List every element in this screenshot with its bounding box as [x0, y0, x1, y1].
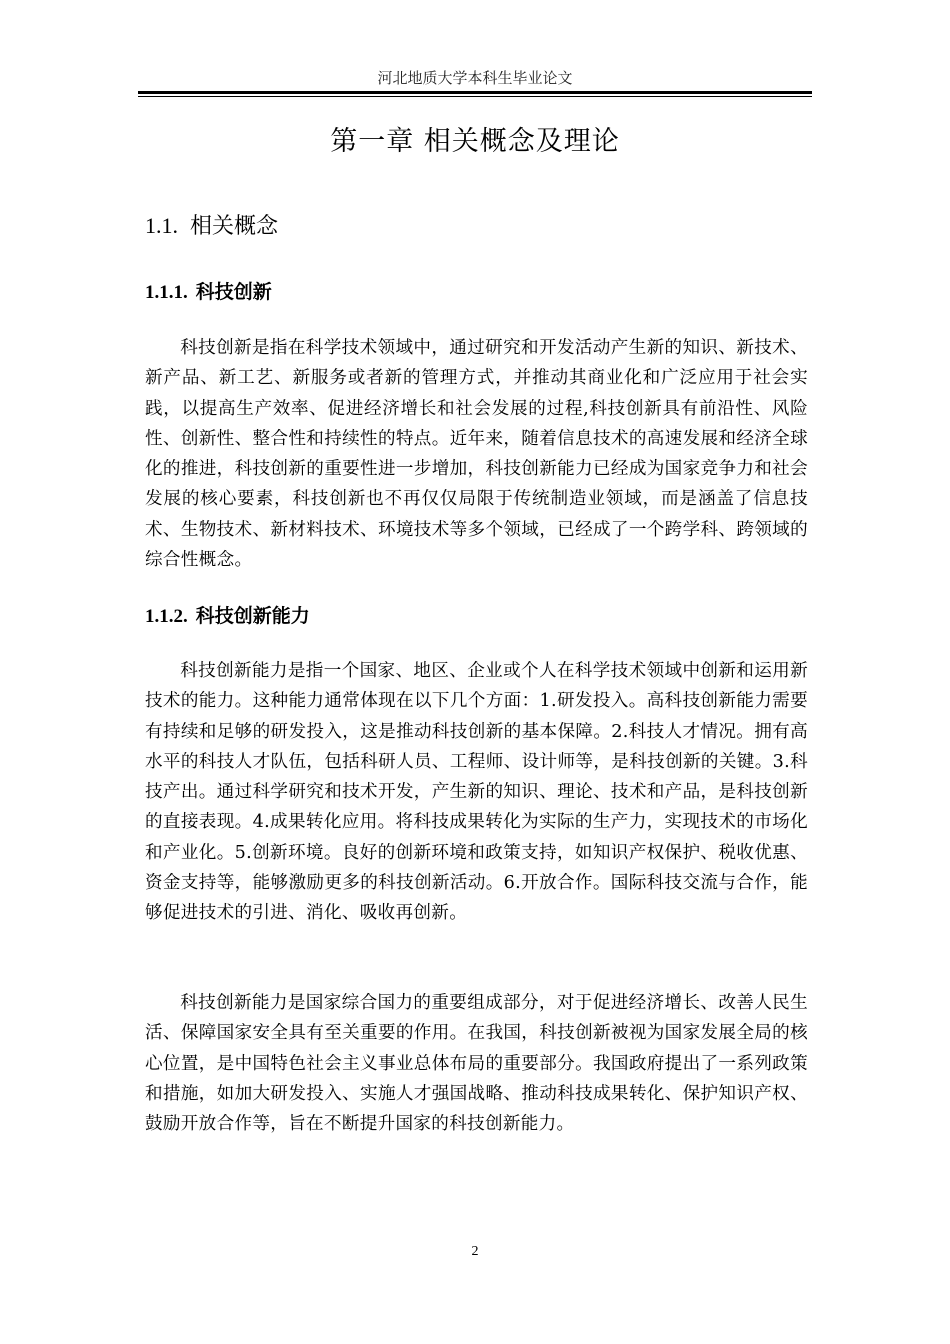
subsection-title: 科技创新 [195, 281, 272, 303]
subsection-heading-2 [145, 601, 310, 632]
paragraph-national-capacity: 科技创新能力是国家综合国力的重要组成部分，对于促进经济增长、改善人民生活、保障国家安全具有至关重要的作用。在我国，科技创新被视为国家发展全局的核心位置，是中国特色社会主义事业总体布局的重要部分。我国政府提出了一系列政策和措施，如加大研发投入、实施人才强国战略、推动科技成果转化、保护知识产权、鼓励开放合作等，旨在不断提升国家的科技创新能力。 [145, 993, 808, 1135]
subsection-heading-1 [145, 277, 272, 308]
subsection-number: 1.1.1. [145, 282, 188, 303]
section-heading [145, 210, 278, 243]
section-title: 相关概念 [190, 214, 279, 239]
header-title: 河北地质大学本科生毕业论文 [377, 69, 573, 87]
section-number: 1.1. [145, 213, 178, 238]
paragraph-tech-innovation: 科技创新是指在科学技术领域中，通过研究和开发活动产生新的知识、新技术、新产品、新工艺、新服务或者新的管理方式，并推动其商业化和广泛应用于社会实践，以提高生产效率、促进经济增长和社会发展的过程,科技创新具有前沿性、风险性、创新性、整合性和持续性的特点。近年来，随着信息技术的高速发展和经济全球化的推进，科技创新的重要性进一步增加，科技创新能力已经成为国家竞争力和社会发展的核心要素，科技创新也不再仅仅局限于传统制造业领域，而是涵盖了信息技术、生物技术、新材料技术、环境技术等多个领域，已经成了一个跨学科、跨领域的综合性概念。 [145, 338, 808, 571]
chapter-title: 第一章 相关概念及理论 [330, 126, 620, 157]
subsection-number: 1.1.2. [145, 606, 188, 627]
header-rule-thin [138, 96, 812, 97]
subsection-title: 科技创新能力 [195, 605, 310, 627]
page-number: 2 [471, 1244, 479, 1259]
header-rule-thick [138, 91, 812, 94]
paragraph-innovation-capacity: 科技创新能力是指一个国家、地区、企业或个人在科学技术领域中创新和运用新技术的能力。这种能力通常体现在以下几个方面：1.研发投入。高科技创新能力需要有持续和足够的研发投入，这是推动科技创新的基本保障。2.科技人才情况。拥有高水平的科技人才队伍，包括科研人员、工程师、设计师等，是科技创新的关键。3.科技产出。通过科学研究和技术开发，产生新的知识、理论、技术和产品，是科技创新的直接表现。4.成果转化应用。将科技成果转化为实际的生产力，实现技术的市场化和产业化。5.创新环境。良好的创新环境和政策支持，如知识产权保护、税收优惠、资金支持等，能够激励更多的科技创新活动。6.开放合作。国际科技交流与合作，能够促进技术的引进、消化、吸收再创新。 [145, 661, 808, 924]
